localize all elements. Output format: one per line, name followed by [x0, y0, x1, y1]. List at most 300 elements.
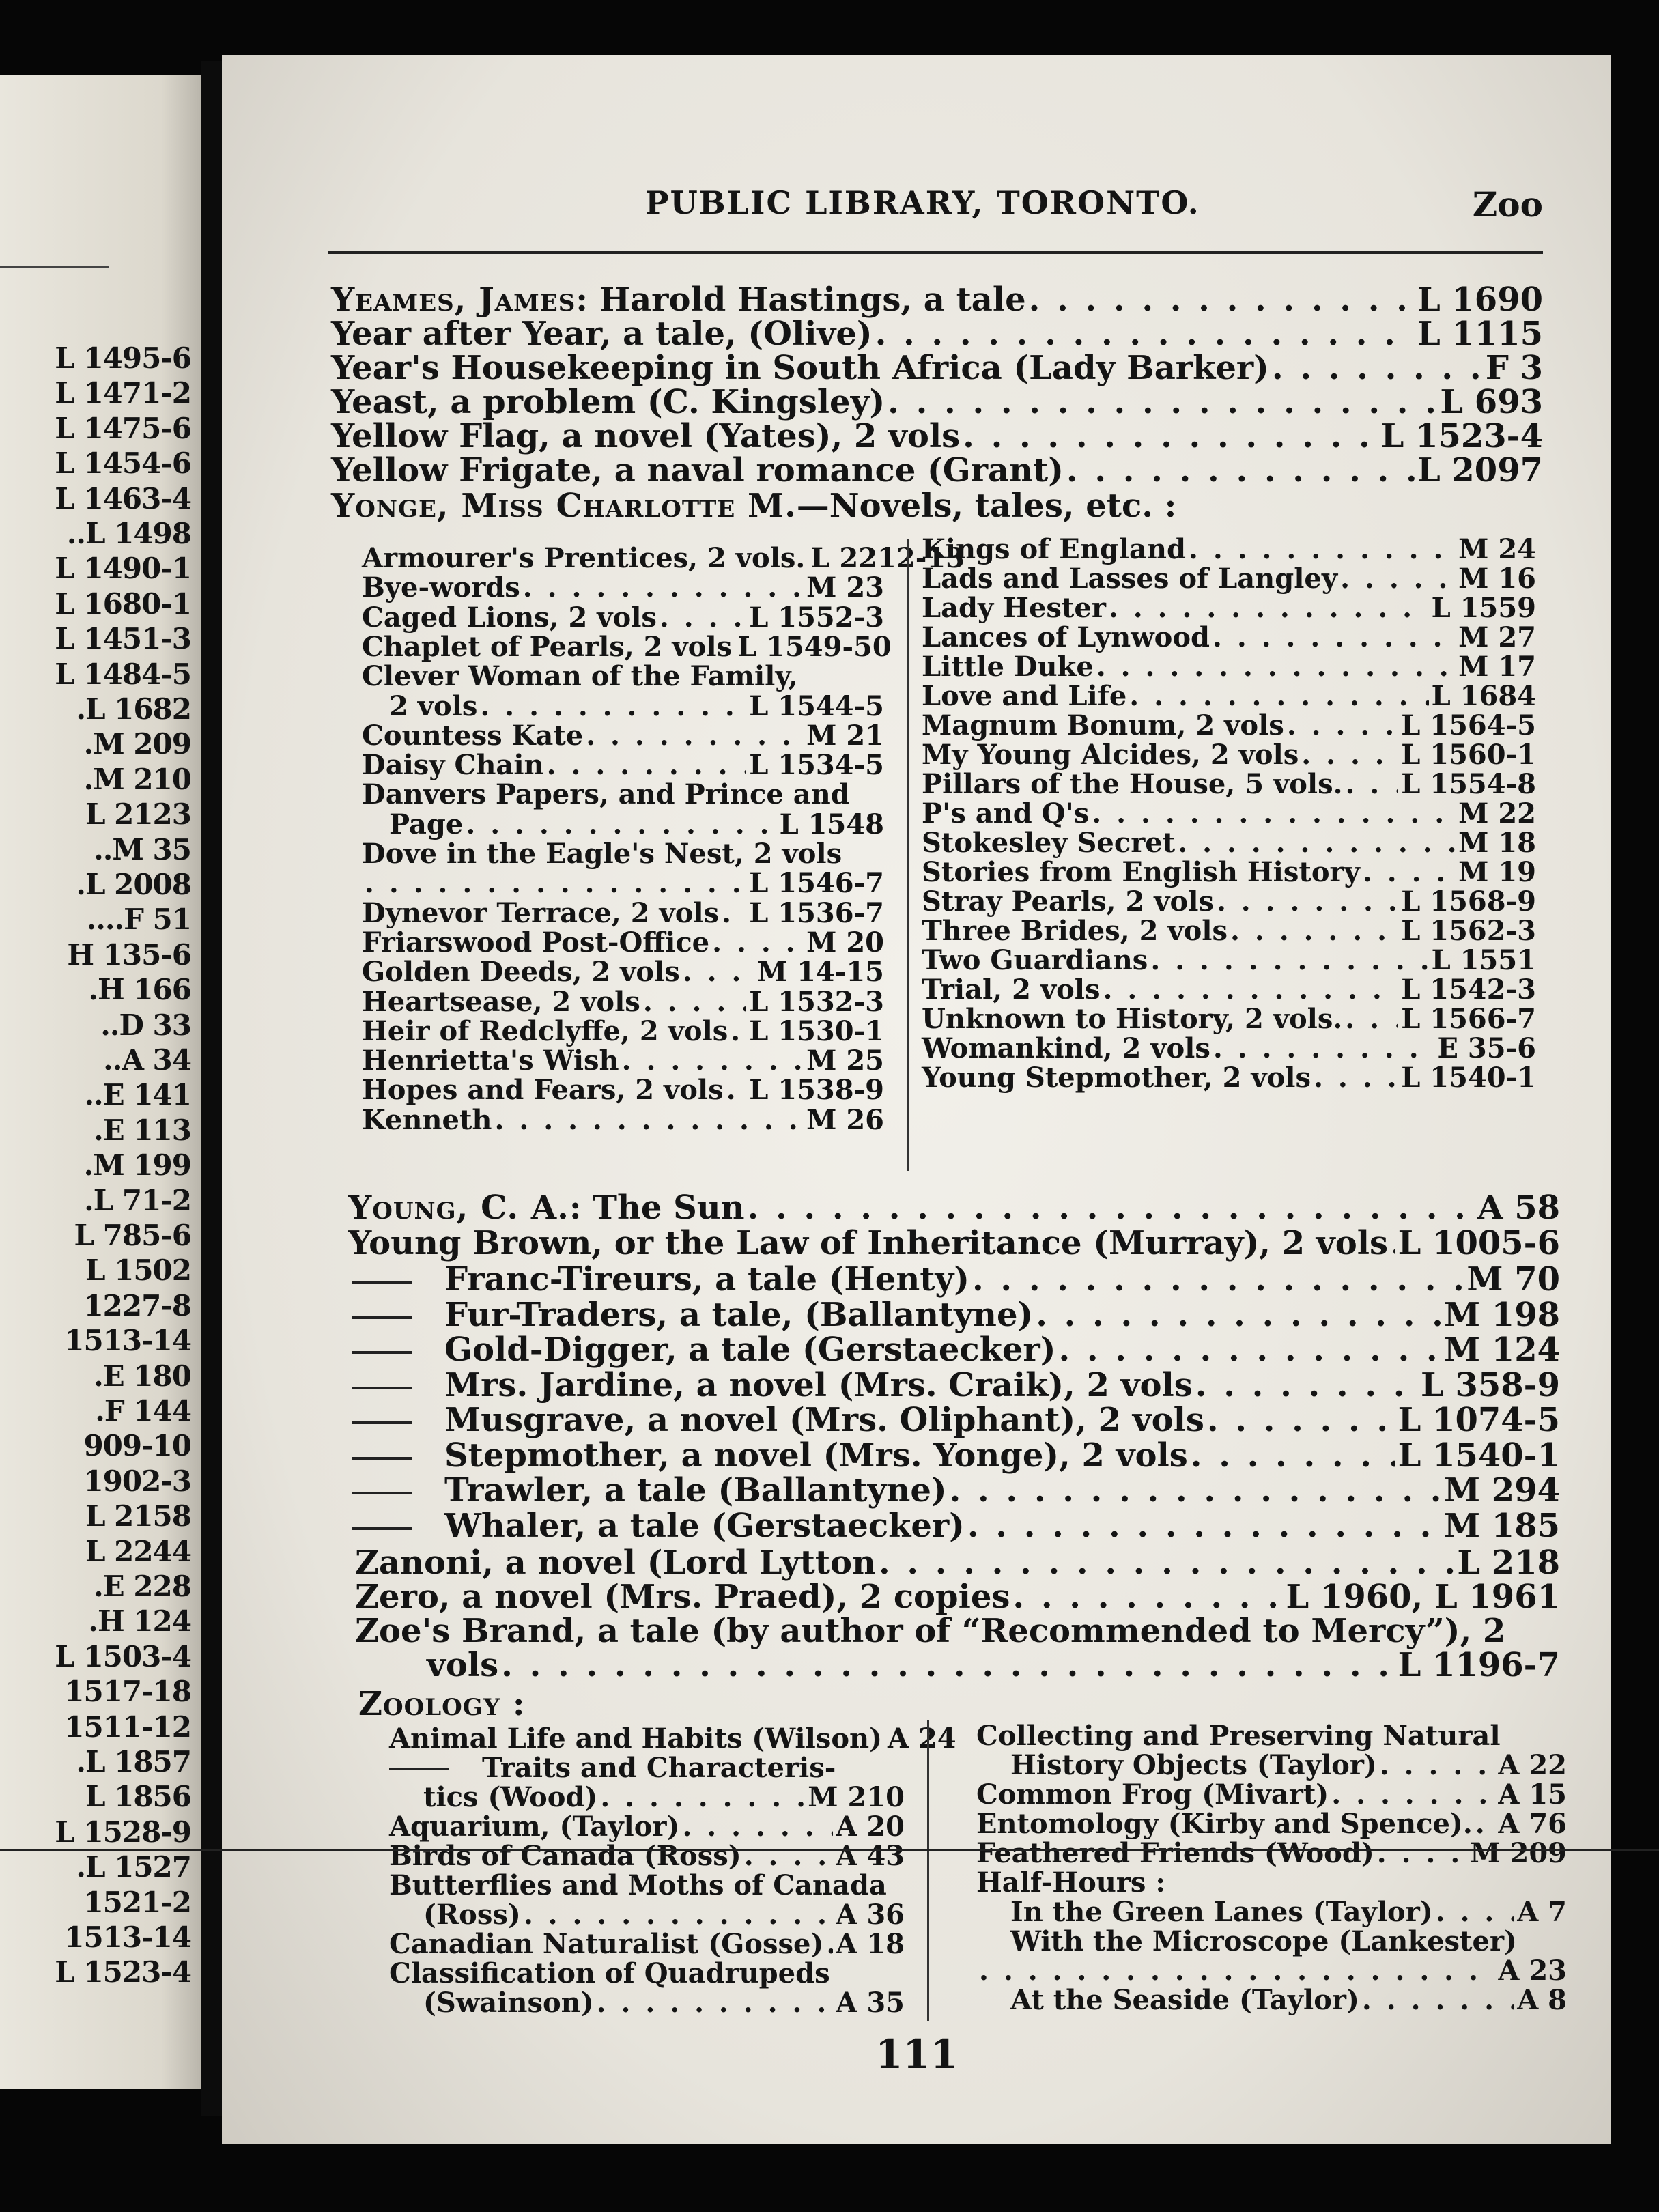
yonge-right-entry [922, 621, 1536, 653]
entry-title: Clever Woman of the Family, [362, 660, 798, 693]
entry-title: Little Duke [922, 651, 1094, 683]
leader-dots [1345, 1006, 1398, 1033]
entry-title: My Young Alcides, 2 vols [922, 739, 1299, 771]
left-page-ref: 1521-2 [83, 1885, 191, 1919]
entry-ref: L 1551 [1431, 944, 1536, 976]
yonge-right-entry [922, 915, 1536, 947]
young-dash-entry [352, 1401, 1560, 1439]
entry-title: Stories from English History [922, 856, 1360, 888]
yonge-left-entry [362, 778, 884, 811]
zoology-left-entry [423, 1989, 905, 2017]
entry-title: Collecting and Preserving Natural [976, 1720, 1501, 1752]
leader-dots [1189, 536, 1456, 563]
young-dash-entry [352, 1295, 1560, 1334]
yonge-left-entry [362, 630, 892, 663]
entry-title: With the Microscope (Lankester) [1010, 1925, 1517, 1957]
leader-dots [480, 693, 746, 720]
entry-ref: L 1536-7 [749, 896, 884, 929]
zoology-left-entry [389, 1957, 905, 1989]
leader-dots [1096, 653, 1456, 681]
entry-title: Birds of Canada (Ross) [389, 1840, 741, 1872]
entry-ref: A 36 [836, 1899, 905, 1931]
entry-title: Classification of Quadrupeds [389, 1957, 830, 1989]
entry-zero: Zero, a novel (Mrs. Praed), 2 copies . . . L 1960, L 1961 [355, 1580, 1560, 1613]
entry-title: Golden Deeds, 2 vols [362, 956, 680, 989]
yonge-right-entry [922, 680, 1536, 712]
left-page-ref: 1513-14 [64, 1920, 191, 1954]
yonge-left-entry [362, 1047, 884, 1075]
left-page-ref: L 1463-4 [55, 481, 191, 515]
young-dash-entry [352, 1506, 1560, 1545]
page-key-word: Zoo [1472, 184, 1543, 225]
entry-ref: L 1684 [1431, 680, 1536, 712]
page-header [222, 184, 1611, 225]
leader-dots [744, 1843, 834, 1870]
zoology-left-entry [389, 1928, 905, 1960]
left-page-ref: L 1502 [85, 1253, 191, 1288]
leader-dots [712, 929, 804, 956]
entry-yeast: Yeast, a problem (C. Kingsley) . . . L 693 [331, 386, 1543, 419]
yonge-right-entry [922, 1003, 1536, 1035]
left-page-ref: ....F 51 [86, 903, 191, 937]
yonge-left-entry [362, 956, 884, 989]
entry-title: Aquarium, (Taylor) [389, 1811, 680, 1843]
yonge-heading: Yonge, Miss Charlotte M.—Novels, tales, etc. : [331, 487, 1177, 525]
left-page-ref: H 135-6 [67, 937, 191, 972]
entry-title: 2 vols [389, 690, 478, 722]
left-page-ref: .L 1527 [76, 1850, 191, 1884]
leader-dots [1191, 1439, 1395, 1472]
entry-ref: M 26 [806, 1103, 884, 1136]
leader-dots [1213, 624, 1456, 651]
leader-dots [1362, 1987, 1514, 2014]
yonge-right-entry [922, 856, 1536, 888]
leader-dots [967, 1509, 1441, 1542]
yonge-right-entry [922, 768, 1536, 800]
left-page-ref: 1517-18 [64, 1675, 191, 1709]
entry-ref: M 124 [1443, 1331, 1560, 1369]
entry-ref: L 1548 [779, 808, 884, 840]
entry-ref: L 1540-1 [1401, 1062, 1536, 1094]
entry-ref: M 22 [1458, 797, 1536, 830]
entry-ref: L 1540-1 [1398, 1436, 1560, 1475]
entry-ref: L 1564-5 [1401, 709, 1536, 741]
left-page-ref: L 1503-4 [55, 1639, 191, 1673]
entry-ref: A 23 [1498, 1955, 1567, 1987]
entry-ref: L 1560-1 [1401, 739, 1536, 771]
yonge-right-entry [922, 797, 1536, 830]
zoology-left-entry [389, 1840, 905, 1872]
left-page-ref: ..D 33 [100, 1008, 191, 1042]
young-dash-entry [352, 1331, 1560, 1369]
leader-dots [1178, 830, 1456, 857]
entry-ref: M 70 [1466, 1260, 1560, 1299]
yonge-right-entry [922, 885, 1536, 918]
yonge-left-entry [362, 719, 884, 752]
young-dash-entry [352, 1436, 1560, 1475]
zoology-left-entry [389, 1813, 905, 1841]
dash-rule [352, 1527, 412, 1530]
yonge-left-entry [362, 896, 884, 929]
left-page-ref: L 1454-6 [55, 446, 191, 481]
left-page-rule [0, 266, 109, 268]
leader-dots [1207, 1404, 1395, 1436]
entry-title: At the Seaside (Taylor) [1010, 1984, 1359, 2016]
entry-ref: L 1544-5 [749, 690, 884, 722]
zoology-left-entry [389, 1722, 956, 1755]
entry-title: (Ross) [423, 1899, 521, 1931]
entry-title: tics (Wood) [423, 1781, 598, 1813]
leader-dots [1058, 1333, 1441, 1366]
entry-title: Three Brides, 2 vols [922, 915, 1228, 947]
entry-title: Franc-Tireurs, a tale (Henty) [444, 1260, 969, 1299]
left-page-ref: L 1523-4 [55, 1955, 191, 1989]
entry-ref: L 1530-1 [749, 1015, 884, 1047]
entry-title: Two Guardians [922, 944, 1148, 976]
entry-title: Womankind, 2 vols [922, 1032, 1210, 1064]
entry-ref: M 14-15 [756, 956, 884, 989]
entry-title: Pillars of the House, 5 vols. [922, 768, 1343, 800]
yonge-left-entry [362, 926, 884, 959]
left-page-ref: .M 199 [83, 1148, 191, 1182]
yonge-right-entry [922, 1064, 1536, 1092]
entry-title: Stokesley Secret [922, 827, 1176, 859]
leader-dots [1036, 1299, 1441, 1331]
entry-zoes-brand-cont: vols . . . L 1196-7 [427, 1649, 1560, 1682]
left-page-ref: .H 124 [88, 1604, 191, 1639]
entry-ref: M 210 [808, 1781, 905, 1813]
header-rule [328, 251, 1543, 254]
leader-dots [586, 722, 804, 750]
entry-title: P's and Q's [922, 797, 1090, 830]
entry-title: In the Green Lanes (Taylor) [1010, 1896, 1433, 1928]
yonge-right-entry [922, 565, 1536, 593]
entry-title: Unknown to History, 2 vols. [922, 1003, 1343, 1035]
entry-title: Common Frog (Mivart) [976, 1778, 1329, 1811]
entry-ref: A 18 [836, 1928, 905, 1960]
dash-rule [352, 1457, 412, 1460]
zoology-heading: Zoology : [358, 1685, 526, 1723]
zoology-left-entry [389, 1752, 905, 1784]
zoology-right-entry [976, 1837, 1567, 1869]
entry-title: Butterflies and Moths of Canada [389, 1869, 887, 1901]
yonge-left-entry [362, 867, 884, 900]
leader-dots [1436, 1899, 1514, 1926]
left-page-ref: 1227-8 [83, 1288, 191, 1322]
yonge-right-entry [922, 741, 1536, 769]
leader-dots [1331, 1781, 1495, 1809]
leader-dots [597, 1989, 834, 2017]
leader-dots [1129, 683, 1428, 710]
young-dash-entry [352, 1260, 1560, 1299]
leader-dots [683, 959, 754, 986]
yonge-left-entry [362, 1103, 884, 1136]
leader-dots [466, 811, 776, 838]
zoology-left-entry [389, 1869, 905, 1901]
entry-ref: M 20 [806, 926, 884, 959]
leader-dots [1287, 712, 1398, 739]
left-page-ref: L 1451-3 [55, 622, 191, 656]
entry-title: Kings of England [922, 533, 1186, 565]
leader-dots [1301, 741, 1398, 769]
entry-young-ca: Young, C. A.: The Sun . . . A 58 [348, 1191, 1560, 1224]
leader-dots [524, 1901, 834, 1929]
left-page-ref: .E 113 [94, 1113, 191, 1147]
book-gutter [201, 61, 222, 2116]
entry-title: Stray Pearls, 2 vols [922, 885, 1214, 918]
entry-title: Entomology (Kirby and Spence). [976, 1808, 1473, 1840]
page-number: 111 [875, 2031, 959, 2078]
yonge-left-entry [362, 542, 965, 574]
entry-ref: A 22 [1498, 1749, 1567, 1781]
entry-ref: L 1538-9 [749, 1074, 884, 1107]
leader-dots [726, 1077, 747, 1104]
left-page-ref: .H 166 [88, 973, 191, 1007]
leader-dots [622, 1047, 804, 1075]
entry-title: Mrs. Jardine, a novel (Mrs. Craik), 2 vols [444, 1365, 1193, 1404]
entry-ref: L 1559 [1431, 592, 1536, 624]
page-title: PUBLIC LIBRARY, TORONTO. [645, 184, 1200, 221]
yonge-left-entry [362, 985, 884, 1018]
left-page-ref: ..A 34 [103, 1043, 191, 1077]
left-page-ref: ..E 141 [84, 1078, 191, 1112]
leader-dots [972, 1263, 1464, 1296]
entry-year-after-year: Year after Year, a tale, (Olive) . . . L 1115 [331, 317, 1543, 350]
left-page-ref: .L 71-2 [84, 1183, 191, 1217]
entry-title: Lady Hester [922, 592, 1106, 624]
entry-ref: L 1534-5 [749, 749, 884, 782]
entry-zanoni: Zanoni, a novel (Lord Lytton . . . L 218 [355, 1546, 1560, 1579]
left-page-ref: .L 1857 [76, 1745, 191, 1778]
leader-dots [1363, 859, 1456, 886]
leader-dots [1092, 800, 1456, 827]
left-page-ref: .E 180 [94, 1359, 191, 1393]
catalogue-page [222, 55, 1611, 2144]
entry-ref: M 18 [1458, 827, 1536, 859]
entry-title: Dove in the Eagle's Nest, 2 vols [362, 838, 842, 870]
left-page-ref: L 1495-6 [55, 341, 191, 375]
left-page-ref: L 2123 [85, 797, 191, 832]
leader-dots [1340, 565, 1456, 593]
entry-ref: A 20 [836, 1811, 905, 1843]
entry-ref: A 8 [1517, 1984, 1567, 2016]
leader-dots [643, 989, 746, 1016]
entry-ref: M 24 [1458, 533, 1536, 565]
entry-title: Dynevor Terrace, 2 vols [362, 896, 720, 929]
entry-ref: L 1546-7 [749, 867, 884, 900]
entry-title: (Swainson) [423, 1987, 594, 2019]
left-page-ref: .F 144 [95, 1394, 191, 1428]
leader-dots [722, 900, 746, 927]
entry-ref: A 76 [1498, 1808, 1567, 1840]
entry-ref: M 27 [1458, 621, 1536, 653]
leader-dots [660, 604, 746, 632]
entry-title: Daisy Chain [362, 749, 544, 782]
leader-dots [1217, 888, 1398, 916]
entry-yellow-flag: Yellow Flag, a novel (Yates), 2 vols . . . L 1523-4 [331, 420, 1543, 453]
entry-title: Lances of Lynwood [922, 621, 1210, 653]
left-page-ref: L 1475-6 [55, 411, 191, 445]
left-page-ref: .M 209 [83, 727, 191, 761]
entry-title: Traits and Characteris- [482, 1752, 836, 1784]
entry-ref: M 16 [1458, 563, 1536, 595]
left-page-fragment [0, 75, 201, 2089]
entry-title: Half-Hours : [976, 1867, 1166, 1899]
entry-title: Page [389, 808, 464, 840]
yonge-left-entry [362, 1015, 884, 1047]
dash-rule [352, 1351, 412, 1354]
entry-title: Armourer's Prentices, 2 vols. [362, 542, 806, 574]
leader-dots [523, 574, 804, 601]
yonge-right-entry [922, 709, 1536, 741]
leader-dots [1195, 1369, 1418, 1402]
left-page-ref: L 1856 [85, 1780, 191, 1814]
entry-ref: M 17 [1458, 651, 1536, 683]
entry-ref: M 23 [806, 571, 884, 604]
entry-ref: M 185 [1443, 1506, 1560, 1545]
zoology-right-entry [1010, 1984, 1567, 2016]
entry-ref: A 15 [1498, 1778, 1567, 1811]
entry-ref: L 1554-8 [1401, 768, 1536, 800]
entry-yeames: Yeames, James: Harold Hastings, a tale . . . L 1690 [331, 283, 1543, 316]
entry-ref: M 21 [806, 719, 884, 752]
dash-rule [352, 1316, 412, 1319]
leader-dots [547, 752, 747, 779]
entry-title: Bye-words [362, 571, 520, 604]
entry-title: Whaler, a tale (Gerstaecker) [444, 1506, 965, 1545]
entry-title: Love and Life [922, 680, 1127, 712]
yonge-left-entry [362, 1074, 884, 1107]
entry-title: Lads and Lasses of Langley [922, 563, 1338, 595]
entry-title: Animal Life and Habits (Wilson) [389, 1722, 883, 1755]
yonge-left-entry [362, 660, 884, 693]
entry-title: Fur-Traders, a tale, (Ballantyne) [444, 1295, 1034, 1334]
entry-ref: L 1566-7 [1401, 1003, 1536, 1035]
left-page-ref: .L 2008 [76, 868, 191, 901]
entry-yellow-frigate: Yellow Frigate, a naval romance (Grant) . . . L 2097 [331, 454, 1543, 487]
leader-dots [365, 870, 746, 897]
young-dash-entry [352, 1471, 1560, 1509]
left-page-ref: L 1484-5 [55, 657, 191, 691]
dash-rule [389, 1768, 449, 1770]
zoology-left-entry [423, 1781, 905, 1813]
yonge-right-entry [922, 592, 1536, 624]
entry-title: Canadian Naturalist (Gosse) [389, 1928, 824, 1960]
entry-ref: E 35-6 [1437, 1032, 1536, 1064]
leader-dots [1103, 976, 1398, 1004]
entry-title: Magnum Bonum, 2 vols [922, 709, 1284, 741]
leader-dots [1213, 1035, 1435, 1062]
entry-title: Gold-Digger, a tale (Gerstaecker) [444, 1331, 1056, 1369]
entry-title: Chaplet of Pearls, 2 vols [362, 630, 733, 663]
entry-title: History Objects (Taylor) [1010, 1749, 1377, 1781]
yonge-left-entry [362, 749, 884, 782]
zoology-left-entry [423, 1901, 905, 1929]
leader-dots [950, 1474, 1441, 1507]
left-page-ref: L 1528-9 [55, 1815, 191, 1849]
entry-title: Caged Lions, 2 vols [362, 601, 657, 634]
entry-ref: A 35 [836, 1987, 905, 2019]
young-dash-entry [352, 1365, 1560, 1404]
entry-title: Heartsease, 2 vols [362, 985, 640, 1018]
yonge-right-entry [922, 1032, 1536, 1064]
entry-ref: L 1552-3 [749, 601, 884, 634]
zoology-right-entry [1010, 1749, 1567, 1781]
entry-ref: L 1074-5 [1398, 1401, 1560, 1439]
zoology-right-entry [976, 1722, 1567, 1750]
left-page-ref: 1511-12 [64, 1710, 191, 1744]
entry-title: Henrietta's Wish [362, 1045, 619, 1077]
leader-dots [826, 1931, 833, 1958]
entry-title: Musgrave, a novel (Mrs. Oliphant), 2 vols [444, 1401, 1204, 1439]
zoology-right-entry [976, 1869, 1567, 1897]
leader-dots [1475, 1811, 1496, 1838]
entry-ref: L 2212-13 [810, 542, 965, 574]
yonge-column-rule [907, 539, 909, 1171]
leader-dots [1346, 771, 1399, 798]
entry-zoes-brand: Zoe's Brand, a tale (by author of “Recommended to Mercy”), 2 [355, 1612, 1506, 1650]
entry-ref: A 43 [836, 1840, 905, 1872]
yonge-right-entry [922, 827, 1536, 859]
leader-dots [1380, 1752, 1496, 1779]
entry-years-housekeeping: Year's Housekeeping in South Africa (Lady Barker) . . . F 3 [331, 352, 1543, 384]
zoology-right-entry [976, 1778, 1567, 1811]
entry-ref: L 1562-3 [1401, 915, 1536, 947]
entry-ref: L 1532-3 [749, 985, 884, 1018]
entry-title: Heir of Redclyffe, 2 vols [362, 1015, 728, 1047]
zoology-column-rule [927, 1720, 929, 2021]
yonge-left-entry [362, 601, 884, 634]
leader-dots [682, 1813, 833, 1841]
entry-ref: M 294 [1443, 1471, 1560, 1509]
entry-title: Friarswood Post-Office [362, 926, 710, 959]
dash-rule [352, 1281, 412, 1284]
left-page-ref: 1513-14 [64, 1324, 191, 1358]
entry-title: Kenneth [362, 1103, 492, 1136]
yonge-right-entry [922, 976, 1536, 1004]
entry-title: Trawler, a tale (Ballantyne) [444, 1471, 947, 1509]
entry-title: Young Stepmother, 2 vols [922, 1062, 1311, 1094]
left-page-ref: ..M 35 [94, 832, 191, 866]
left-page-ref: L 2244 [85, 1534, 191, 1568]
leader-dots [1314, 1064, 1398, 1092]
leader-dots [1109, 595, 1429, 622]
left-page-ref: L 785-6 [74, 1219, 191, 1252]
zoology-right-entry [1010, 1925, 1567, 1957]
left-page-ref: ..L 1498 [66, 517, 191, 550]
yonge-right-entry [922, 944, 1536, 976]
leader-dots [1230, 918, 1398, 945]
left-page-ref: .M 210 [83, 762, 191, 796]
entry-ref: L 1542-3 [1401, 974, 1536, 1006]
left-page-ref: .E 228 [94, 1570, 191, 1603]
zoology-right-entry [976, 1957, 1567, 1985]
entry-ref: M 198 [1443, 1295, 1560, 1334]
leader-dots [979, 1957, 1495, 1985]
entry-title: Feathered Friends (Wood) [976, 1837, 1374, 1869]
entry-title: Stepmother, a novel (Mrs. Yonge), 2 vols [444, 1436, 1188, 1475]
dash-rule [352, 1492, 412, 1494]
left-page-ref: L 2158 [85, 1499, 191, 1533]
entry-ref: L 358-9 [1421, 1365, 1560, 1404]
leader-dots [495, 1107, 804, 1134]
left-page-ref: .L 1682 [76, 692, 191, 726]
zoology-right-entry [976, 1808, 1567, 1840]
entry-title: Trial, 2 vols [922, 974, 1101, 1006]
left-page-ref: L 1680-1 [55, 586, 191, 621]
left-page-ref: L 1471-2 [55, 376, 191, 410]
entry-ref: M 209 [1470, 1837, 1567, 1869]
